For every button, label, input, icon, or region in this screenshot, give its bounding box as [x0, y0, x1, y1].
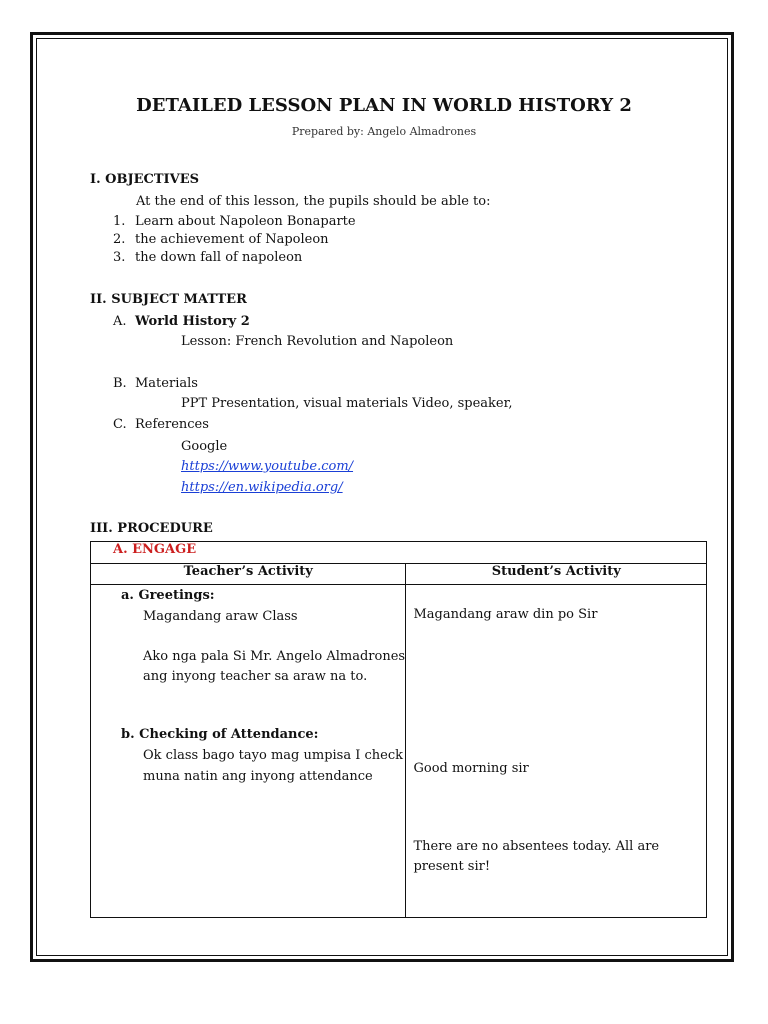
- prepared-by: Prepared by: Angelo Almadrones: [291, 125, 477, 138]
- subject-a-lesson: Lesson: French Revolution and Napoleon: [181, 334, 454, 349]
- subject-a-letter: A.: [113, 314, 127, 329]
- teacher-attendance-line2: muna natin ang inyong attendance: [143, 769, 373, 784]
- document-title: DETAILED LESSON PLAN IN WORLD HISTORY 2: [136, 95, 632, 116]
- objective-text: Learn about Napoleon Bonaparte: [135, 214, 356, 229]
- objective-number: 2.: [113, 232, 126, 247]
- student-activity-header: Student’s Activity: [406, 564, 707, 585]
- student-response: Good morning sir: [413, 761, 529, 776]
- teacher-attendance-line1: Ok class bago tayo mag umpisa I check: [143, 748, 403, 763]
- engage-row: [91, 542, 707, 564]
- teacher-intro-line1: Ako nga pala Si Mr. Angelo Almadrones: [143, 649, 406, 664]
- reference-youtube-link[interactable]: https://www.youtube.com/: [181, 459, 354, 474]
- objective-number: 3.: [113, 250, 126, 265]
- procedure-heading: III. PROCEDURE: [90, 521, 213, 536]
- subject-c-title: References: [135, 417, 209, 432]
- reference-google: Google: [181, 439, 228, 454]
- objectives-heading: I. OBJECTIVES: [90, 172, 199, 187]
- student-attendance-line1: There are no absentees today. All are: [413, 839, 660, 854]
- objective-text: the down fall of napoleon: [135, 250, 303, 265]
- teacher-activity-header: Teacher’s Activity: [91, 564, 406, 585]
- reference-wikipedia-link[interactable]: https://en.wikipedia.org/: [181, 480, 343, 495]
- objective-item-1: [113, 214, 356, 229]
- student-greeting: Magandang araw din po Sir: [413, 607, 598, 622]
- objective-number: 1.: [113, 214, 126, 229]
- activity-row: [91, 585, 707, 918]
- teacher-greeting: Magandang araw Class: [143, 609, 298, 624]
- teacher-intro-line2: ang inyong teacher sa araw na to.: [143, 669, 368, 684]
- objectives-intro: At the end of this lesson, the pupils should be able to:: [136, 194, 491, 209]
- teacher-activity-cell: [91, 585, 406, 918]
- subject-a: [113, 314, 250, 329]
- procedure-table: [90, 541, 707, 918]
- student-attendance-line2: present sir!: [413, 859, 491, 874]
- subject-b-title: Materials: [135, 376, 198, 391]
- subject-b: [113, 376, 198, 391]
- subject-a-title: World History 2: [135, 314, 250, 329]
- engage-section-label: A. ENGAGE: [91, 542, 707, 564]
- objective-item-2: [113, 232, 329, 247]
- subject-b-detail: PPT Presentation, visual materials Video, speaker,: [181, 396, 513, 411]
- header-row: [91, 564, 707, 585]
- subject-c-letter: C.: [113, 417, 127, 432]
- subject-matter-heading: II. SUBJECT MATTER: [90, 292, 247, 307]
- objective-item-3: [113, 250, 302, 265]
- student-activity-cell: [406, 585, 707, 918]
- attendance-label: b. Checking of Attendance:: [121, 727, 319, 742]
- greetings-label: a. Greetings:: [121, 588, 215, 603]
- subject-b-letter: B.: [113, 376, 127, 391]
- objective-text: the achievement of Napoleon: [135, 232, 329, 247]
- subject-c: [113, 417, 209, 432]
